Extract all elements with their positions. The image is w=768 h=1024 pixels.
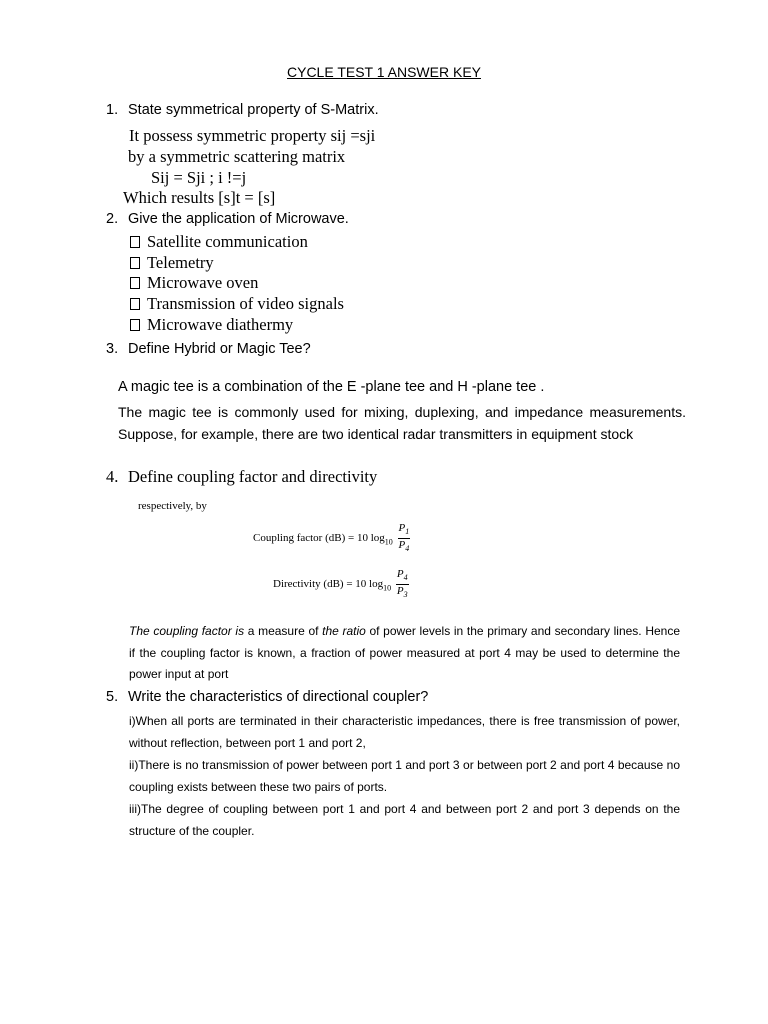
q3-answer-paragraph: The magic tee is commonly used for mixing, duplexing, and impedance measurements. Suppose, for example, there are two identical radar transmitters in equipment stock [118, 404, 686, 442]
question-4: 4. Define coupling factor and directivity [106, 467, 378, 486]
q5-point: ii)There is no transmission of power between port 1 and port 3 or between port 2 and port 4 because no coupling exists between these two pairs of ports. [129, 758, 680, 794]
coupling-factor-definition: The coupling factor is a measure of the ratio of power levels in the primary and secondary lines. Hence if the coupling factor is known, a fraction of power measured at port 4 may be used to determine the power input at port [129, 624, 681, 681]
q5-point: i)When all ports are terminated in their characteristic impedances, there is free transmission of power, without reflection, between port 1 and port 2, [129, 714, 680, 750]
list-item: Microwave oven [130, 273, 258, 293]
q1-answer-line: by a symmetric scattering matrix [128, 147, 346, 166]
respectively-text: respectively, by [138, 500, 207, 512]
question-1: 1. State symmetrical property of S-Matrix. [106, 102, 379, 118]
bullet-box-icon [130, 257, 140, 269]
q3-answer-line: A magic tee is a combination of the E -plane tee and H -plane tee . [118, 379, 545, 395]
question-5: 5. Write the characteristics of directional coupler? [106, 689, 429, 705]
list-item: Microwave diathermy [130, 315, 293, 335]
question-3: 3. Define Hybrid or Magic Tee? [106, 341, 311, 357]
bullet-box-icon [130, 298, 140, 310]
list-item: Telemetry [130, 253, 214, 273]
q1-answer-line: Which results [s]t = [s] [123, 188, 276, 207]
list-item: Transmission of video signals [130, 294, 344, 314]
q5-point: iii)The degree of coupling between port 1 and port 4 and between port 2 and port 3 depends on the structure of the coupler. [129, 802, 680, 838]
list-item: Satellite communication [130, 232, 308, 252]
bullet-box-icon [130, 236, 140, 248]
bullet-box-icon [130, 319, 140, 331]
page-title: CYCLE TEST 1 ANSWER KEY [287, 64, 481, 80]
bullet-box-icon [130, 277, 140, 289]
q1-answer-line: Sij = Sji ; i !=j [151, 168, 247, 187]
question-2: 2. Give the application of Microwave. [106, 211, 349, 227]
q1-answer-line: It possess symmetric property sij =sji [129, 126, 376, 145]
coupling-factor-equation: Coupling factor (dB) = 10 $\log_{10}$ $\frac{P_1}{P_4}$ [253, 522, 410, 554]
directivity-equation: Directivity (dB) = 10 $\log_{10}$ $\frac{P_4}{P_3}$ [273, 568, 408, 600]
